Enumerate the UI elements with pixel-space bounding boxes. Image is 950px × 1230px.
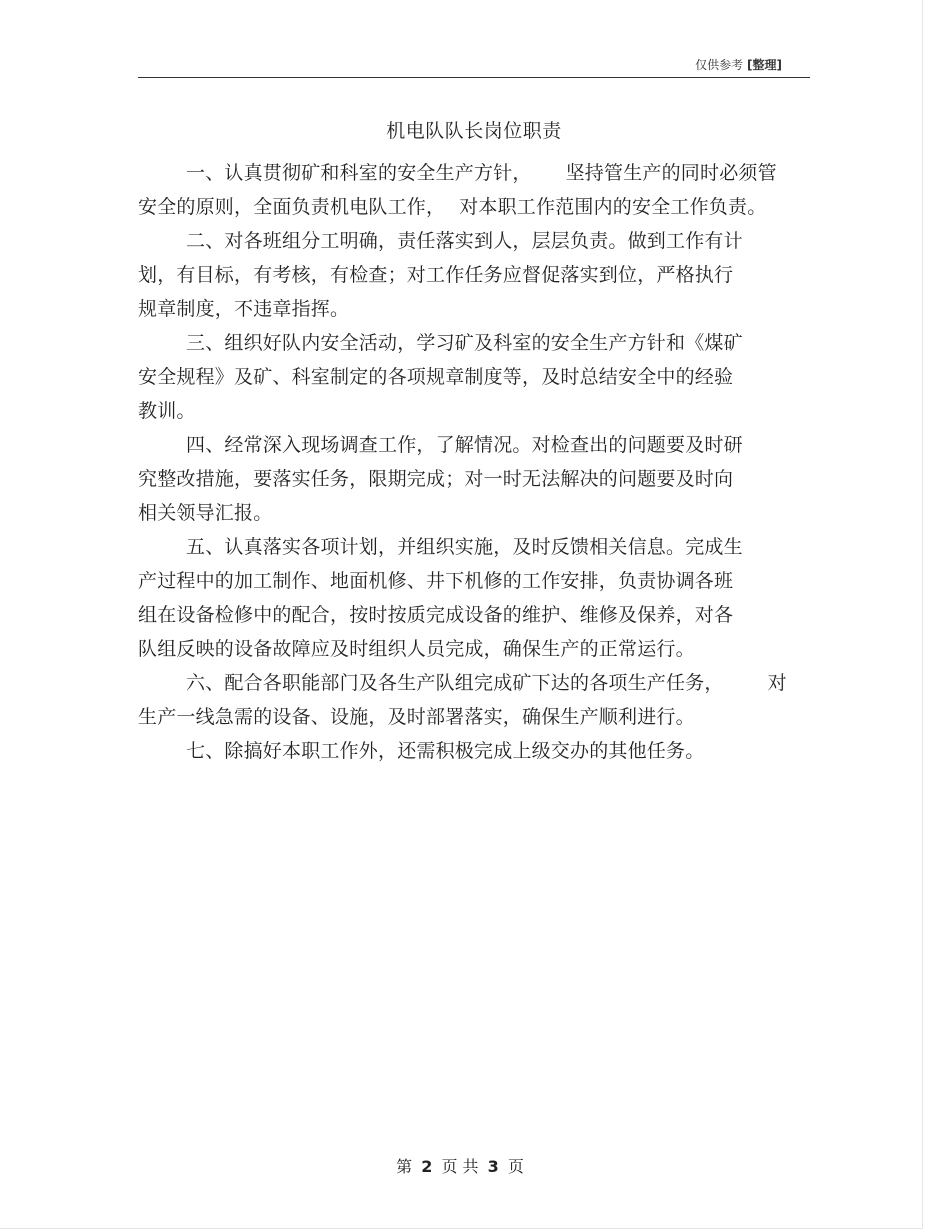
text-segment: 对 (767, 672, 787, 694)
paragraph-line: 教训。 (138, 400, 196, 422)
paragraph-4 (138, 428, 810, 530)
text-segment: 一、认真贯彻矿和科室的安全生产方针， (186, 162, 532, 184)
document-body (138, 156, 810, 768)
paragraph-line: 三、组织好队内安全活动，学习矿及科室的安全生产方针和《煤矿 (186, 332, 743, 354)
text-segment: 六、配合各职能部门及各生产队组完成矿下达的各项生产任务， (186, 672, 724, 694)
paragraph-line: 五、认真落实各项计划，并组织实施，及时反馈相关信息。完成生 (186, 536, 743, 558)
paragraph-line: 产过程中的加工制作、地面机修、井下机修的工作安排，负责协调各班 (138, 570, 734, 592)
text-segment: 坚持管生产的同时必须管 (565, 162, 777, 184)
paragraph-7 (138, 734, 810, 768)
footer-prefix: 第 (396, 1157, 413, 1176)
paragraph-line: 七、除搞好本职工作外，还需积极完成上级交办的其他任务。 (186, 740, 705, 762)
paragraph-line: 生产一线急需的设备、设施，及时部署落实，确保生产顺利进行。 (138, 706, 695, 728)
paragraph-line: 二、对各班组分工明确，责任落实到人，层层负责。做到工作有计 (186, 230, 743, 252)
text-segment: 安全的原则，全面负责机电队工作， (138, 196, 446, 218)
page-footer (0, 1154, 950, 1177)
paragraph-6 (138, 666, 810, 734)
paragraph-2 (138, 224, 810, 326)
footer-total-pages: 3 (487, 1157, 499, 1176)
header-rule (138, 77, 810, 78)
paragraph-5 (138, 530, 810, 666)
paragraph-line: 相关领导汇报。 (138, 502, 273, 524)
header-note-tag: [整理] (747, 58, 782, 72)
paragraph-1 (138, 156, 810, 224)
header-note-text: 仅供参考 (695, 58, 744, 72)
footer-middle: 页 共 (441, 1157, 479, 1176)
text-segment: 对本职工作范围内的安全工作负责。 (459, 196, 767, 218)
paragraph-line: 组在设备检修中的配合，按时按质完成设备的维护、维修及保养，对各 (138, 604, 734, 626)
paragraph-line: 划，有目标，有考核，有检查；对工作任务应督促落实到位，严格执行 (138, 264, 734, 286)
footer-current-page: 2 (421, 1157, 433, 1176)
paragraph-line (138, 156, 810, 190)
paragraph-line: 究整改措施，要落实任务，限期完成；对一时无法解决的问题要及时向 (138, 468, 734, 490)
paragraph-line: 队组反映的设备故障应及时组织人员完成，确保生产的正常运行。 (138, 638, 695, 660)
paragraph-line: 四、经常深入现场调查工作，了解情况。对检查出的问题要及时研 (186, 434, 743, 456)
footer-suffix: 页 (507, 1157, 524, 1176)
paragraph-line: 规章制度，不违章指挥。 (138, 298, 350, 320)
header-note (695, 56, 782, 73)
paragraph-3 (138, 326, 810, 428)
paragraph-line (138, 190, 810, 224)
paragraph-line: 安全规程》及矿、科室制定的各项规章制度等，及时总结安全中的经验 (138, 366, 734, 388)
paragraph-line (138, 666, 810, 700)
document-title: 机电队队长岗位职责 (386, 120, 562, 142)
